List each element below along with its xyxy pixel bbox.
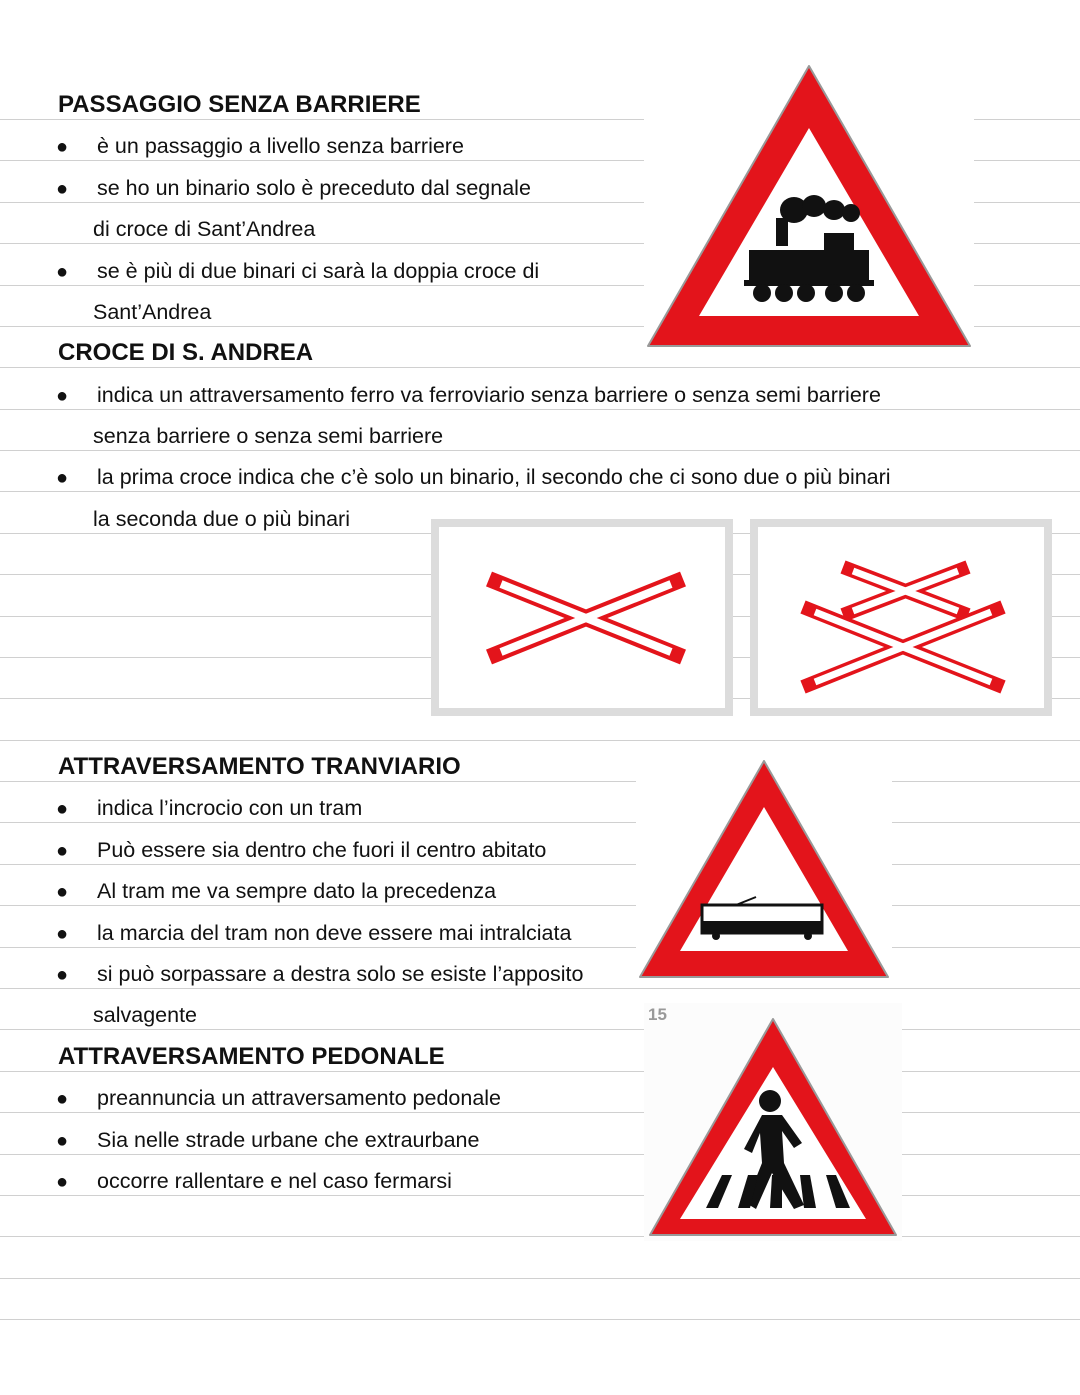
bullet-icon: ● bbox=[56, 177, 69, 200]
bullet-icon: ● bbox=[56, 963, 69, 986]
bullet-text: Sia nelle strade urbane che extraurbane bbox=[97, 1127, 480, 1152]
bullet-item bbox=[56, 460, 891, 494]
tram-crossing-sign bbox=[636, 755, 892, 983]
bullet-icon: ● bbox=[56, 839, 69, 862]
bullet-text: indica l’incrocio con un tram bbox=[97, 796, 363, 821]
bullet-item bbox=[56, 378, 881, 412]
ruled-line bbox=[0, 1236, 1080, 1237]
bullet-text: salvagente bbox=[93, 1003, 197, 1028]
bullet-text: la prima croce indica che c’è solo un binario, il secondo che ci sono due o più binari bbox=[97, 465, 891, 490]
bullet-text: Al tram me va sempre dato la precedenza bbox=[97, 879, 497, 904]
image-label: 15 bbox=[648, 1005, 667, 1024]
bullet-item bbox=[56, 833, 546, 867]
bullet-text: se è più di due binari ci sarà la doppia croce di bbox=[97, 258, 540, 283]
bullet-item bbox=[56, 129, 464, 163]
bullet-icon: ● bbox=[56, 260, 69, 283]
section-heading: PASSAGGIO SENZA BARRIERE bbox=[58, 91, 421, 118]
bullet-text: di croce di Sant’Andrea bbox=[93, 217, 316, 242]
bullet-item bbox=[56, 916, 571, 950]
section-heading: ATTRAVERSAMENTO TRANVIARIO bbox=[58, 753, 461, 781]
pedestrian-crossing-sign bbox=[644, 1003, 902, 1241]
bullet-item bbox=[56, 874, 496, 908]
bullet-icon: ● bbox=[56, 467, 69, 490]
bullet-icon: ● bbox=[56, 136, 69, 159]
bullet-item bbox=[56, 791, 362, 825]
bullet-text: occorre rallentare e nel caso fermarsi bbox=[97, 1168, 452, 1193]
bullet-continuation bbox=[93, 502, 350, 536]
ruled-line bbox=[0, 1278, 1080, 1279]
section-heading: ATTRAVERSAMENTO PEDONALE bbox=[58, 1042, 445, 1070]
bullet-text: è un passaggio a livello senza barriere bbox=[97, 134, 464, 159]
bullet-item bbox=[56, 171, 531, 205]
bullet-item bbox=[56, 1164, 452, 1198]
bullet-icon: ● bbox=[56, 1170, 69, 1193]
bullet-icon: ● bbox=[56, 1129, 69, 1152]
single-saint-andrew-cross-sign bbox=[431, 519, 733, 716]
bullet-continuation bbox=[93, 212, 315, 246]
bullet-icon: ● bbox=[56, 922, 69, 945]
bullet-text: si può sorpassare a destra solo se esiste l’apposito bbox=[97, 961, 584, 986]
double-saint-andrew-cross-sign bbox=[750, 519, 1052, 716]
ruled-line bbox=[0, 1319, 1080, 1320]
bullet-text: la seconda due o più binari bbox=[93, 506, 350, 531]
section-heading: CROCE DI S. ANDREA bbox=[58, 339, 314, 367]
bullet-text: Sant’Andrea bbox=[93, 299, 212, 324]
bullet-text: preannuncia un attraversamento pedonale bbox=[97, 1086, 502, 1111]
bullet-text: la marcia del tram non deve essere mai intralciata bbox=[97, 920, 572, 945]
bullet-text: Può essere sia dentro che fuori il centro abitato bbox=[97, 837, 547, 862]
bullet-continuation bbox=[93, 998, 197, 1032]
bullet-text: se ho un binario solo è preceduto dal segnale bbox=[97, 175, 531, 200]
bullet-icon: ● bbox=[56, 881, 69, 904]
bullet-item bbox=[56, 254, 539, 288]
bullet-item bbox=[56, 1081, 501, 1115]
train-crossing-sign bbox=[644, 58, 974, 354]
bullet-text: indica un attraversamento ferro va ferroviario senza barriere o senza semi barriere bbox=[97, 382, 881, 407]
bullet-icon: ● bbox=[56, 798, 69, 821]
bullet-icon: ● bbox=[56, 384, 69, 407]
bullet-item bbox=[56, 957, 583, 991]
bullet-text: senza barriere o senza semi barriere bbox=[93, 424, 444, 449]
bullet-item bbox=[56, 1123, 479, 1157]
bullet-continuation bbox=[93, 295, 211, 329]
ruled-line bbox=[0, 740, 1080, 741]
bullet-icon: ● bbox=[56, 1088, 69, 1111]
bullet-continuation bbox=[93, 419, 443, 453]
